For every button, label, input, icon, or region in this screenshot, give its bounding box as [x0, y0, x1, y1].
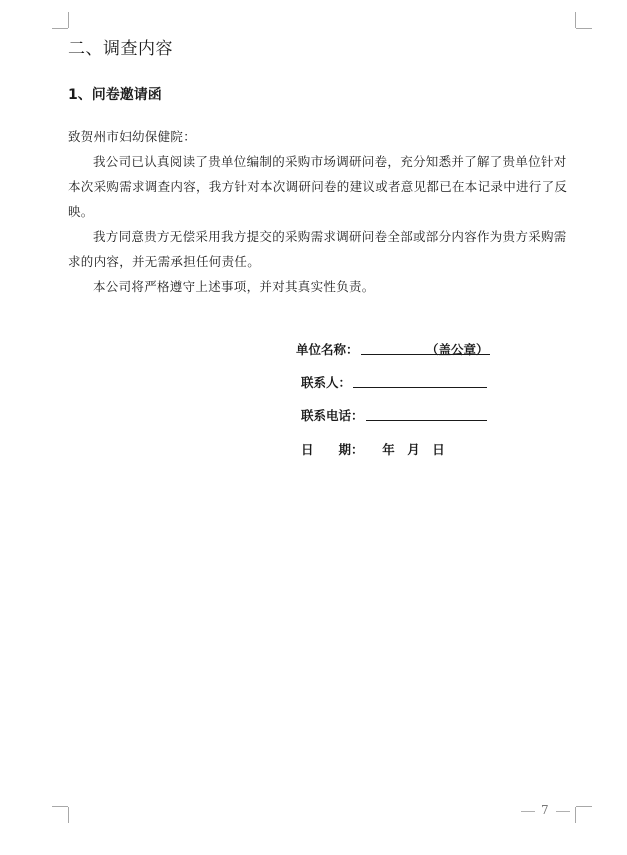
paragraph2-line1: 我方同意贵方无偿采用我方提交的采购需求调研问卷全部或部分内容作为贵方采购需 — [93, 229, 567, 244]
contact-phone-label: 联系电话： — [301, 408, 364, 423]
page-number-dash-right — [556, 811, 570, 812]
page-number-dash-left — [521, 811, 535, 812]
paragraph3: 本公司将严格遵守上述事项，并对其真实性负责。 — [93, 279, 375, 294]
crop-mark-bottom-right-h — [576, 806, 592, 807]
paragraph1-line2: 本次采购需求调查内容，我方针对本次调研问卷的建议或者意见都已在本记录中进行了反 — [68, 179, 568, 194]
date-label: 日 期： 年 月 日 — [301, 442, 445, 457]
contact-person-label: 联系人： — [301, 375, 352, 390]
section-heading: 二、调查内容 — [68, 39, 173, 59]
page-number: 7 — [541, 803, 549, 817]
contact-phone-underline — [366, 420, 487, 421]
subsection-heading: 1、问卷邀请函 — [68, 87, 162, 103]
crop-mark-bottom-right-v — [575, 807, 576, 823]
crop-mark-top-right-h — [576, 28, 592, 29]
contact-person-underline — [353, 387, 487, 388]
crop-mark-bottom-left-h — [52, 806, 68, 807]
paragraph1-line1: 我公司已认真阅读了贵单位编制的采购市场调研问卷，充分知悉并了解了贵单位针对 — [93, 154, 567, 169]
seal-label: （盖公章） — [426, 342, 489, 357]
crop-mark-bottom-left-v — [68, 807, 69, 823]
crop-mark-top-right-v — [575, 12, 576, 28]
paragraph1-line3: 映。 — [68, 204, 94, 219]
crop-mark-top-left-v — [68, 12, 69, 28]
unit-name-label: 单位名称： — [296, 342, 359, 357]
paragraph2-line2: 求的内容，并无需承担任何责任。 — [68, 254, 261, 269]
salutation: 致贺州市妇幼保健院： — [68, 129, 197, 144]
crop-mark-top-left-h — [52, 28, 68, 29]
